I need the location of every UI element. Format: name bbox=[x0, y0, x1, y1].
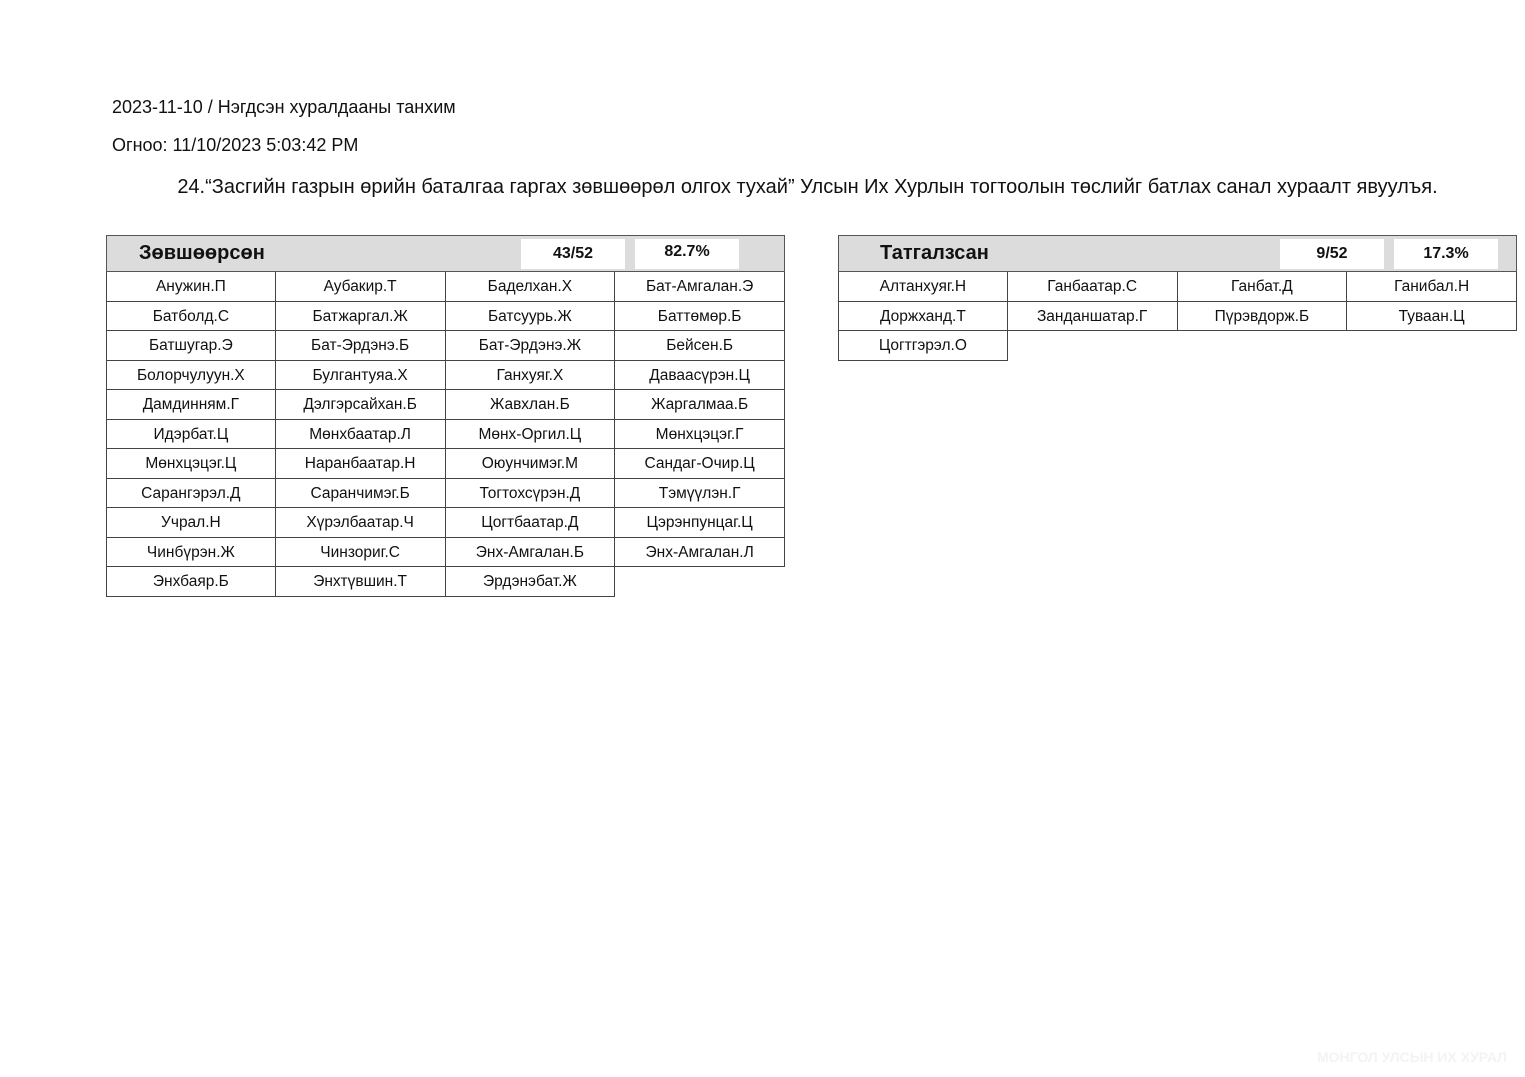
approved-name-cell: Бат-Эрдэнэ.Ж bbox=[445, 330, 616, 361]
approved-name-cell: Бат-Эрдэнэ.Б bbox=[275, 330, 446, 361]
approved-header bbox=[106, 235, 785, 272]
approved-panel bbox=[106, 235, 785, 597]
approved-percent: 82.7% bbox=[635, 239, 739, 269]
approved-names-grid bbox=[106, 272, 785, 597]
approved-name-cell: Хүрэлбаатар.Ч bbox=[275, 507, 446, 538]
approved-name-cell: Чинзориг.С bbox=[275, 537, 446, 568]
approved-name-cell: Оюунчимэг.М bbox=[445, 448, 616, 479]
approved-name-cell: Мөнхцэцэг.Г bbox=[614, 419, 785, 450]
approved-name-cell: Ганхуяг.Х bbox=[445, 360, 616, 391]
rejected-name-cell: Туваан.Ц bbox=[1346, 301, 1517, 332]
rejected-name-cell: Цогтгэрэл.О bbox=[838, 330, 1008, 361]
approved-name-cell: Батжаргал.Ж bbox=[275, 301, 446, 332]
approved-name-cell: Мөнхцэцэг.Ц bbox=[106, 448, 276, 479]
approved-name-cell: Жавхлан.Б bbox=[445, 389, 616, 420]
rejected-panel bbox=[838, 235, 1517, 361]
approved-name-cell: Батболд.С bbox=[106, 301, 276, 332]
approved-name-cell: Аубакир.Т bbox=[275, 271, 446, 302]
approved-name-cell: Бейсен.Б bbox=[614, 330, 785, 361]
rejected-name-cell: Ганибал.Н bbox=[1346, 271, 1517, 302]
vote-title: 24.“Засгийн газрын өрийн баталгаа гаргах зөвшөөрөл олгох тухай” Улсын Их Хурлын тогтоолын төслийг батлах санал хураалт явуулъя. bbox=[177, 176, 1438, 198]
rejected-name-cell: Доржханд.Т bbox=[838, 301, 1008, 332]
watermark: МОНГОЛ УЛСЫН ИХ ХУРАЛ bbox=[1316, 1049, 1507, 1065]
approved-name-cell: Дамдинням.Г bbox=[106, 389, 276, 420]
approved-name-cell: Тэмүүлэн.Г bbox=[614, 478, 785, 509]
approved-name-cell: Саранчимэг.Б bbox=[275, 478, 446, 509]
rejected-name-cell: Пүрэвдорж.Б bbox=[1177, 301, 1348, 332]
approved-name-cell: Анужин.П bbox=[106, 271, 276, 302]
approved-name-cell: Наранбаатар.Н bbox=[275, 448, 446, 479]
approved-count: 43/52 bbox=[521, 239, 625, 269]
rejected-name-cell: Алтанхуяг.Н bbox=[838, 271, 1008, 302]
approved-name-cell: Сандаг-Очир.Ц bbox=[614, 448, 785, 479]
approved-name-cell: Бат-Амгалан.Э bbox=[614, 271, 785, 302]
approved-name-cell: Баделхан.Х bbox=[445, 271, 616, 302]
rejected-header bbox=[838, 235, 1517, 272]
rejected-title: Татгалзсан bbox=[880, 242, 989, 264]
approved-name-cell: Энхтүвшин.Т bbox=[275, 566, 446, 597]
approved-name-cell: Даваасүрэн.Ц bbox=[614, 360, 785, 391]
date-line: Огноо: 11/10/2023 5:03:42 PM bbox=[112, 135, 359, 155]
approved-name-cell: Энх-Амгалан.Л bbox=[614, 537, 785, 568]
approved-name-cell: Мөнхбаатар.Л bbox=[275, 419, 446, 450]
rejected-percent: 17.3% bbox=[1394, 239, 1498, 269]
approved-name-cell: Мөнх-Оргил.Ц bbox=[445, 419, 616, 450]
approved-name-cell: Энхбаяр.Б bbox=[106, 566, 276, 597]
approved-name-cell: Жаргалмаа.Б bbox=[614, 389, 785, 420]
approved-name-cell: Чинбүрэн.Ж bbox=[106, 537, 276, 568]
approved-name-cell: Батсуурь.Ж bbox=[445, 301, 616, 332]
rejected-name-cell: Ганбат.Д bbox=[1177, 271, 1348, 302]
approved-name-cell: Энх-Амгалан.Б bbox=[445, 537, 616, 568]
session-line: 2023-11-10 / Нэгдсэн хуралдааны танхим bbox=[112, 97, 456, 117]
approved-name-cell: Цогтбаатар.Д bbox=[445, 507, 616, 538]
approved-name-cell: Дэлгэрсайхан.Б bbox=[275, 389, 446, 420]
approved-name-cell: Баттөмөр.Б bbox=[614, 301, 785, 332]
rejected-name-cell: Занданшатар.Г bbox=[1007, 301, 1178, 332]
approved-name-cell: Эрдэнэбат.Ж bbox=[445, 566, 616, 597]
approved-name-cell: Булгантуяа.Х bbox=[275, 360, 446, 391]
approved-name-cell: Тогтохсүрэн.Д bbox=[445, 478, 616, 509]
approved-name-cell: Цэрэнпунцаг.Ц bbox=[614, 507, 785, 538]
approved-name-cell: Батшугар.Э bbox=[106, 330, 276, 361]
rejected-name-cell: Ганбаатар.С bbox=[1007, 271, 1178, 302]
rejected-count: 9/52 bbox=[1280, 239, 1384, 269]
approved-name-cell: Идэрбат.Ц bbox=[106, 419, 276, 450]
approved-title: Зөвшөөрсөн bbox=[139, 242, 265, 264]
approved-name-cell: Сарангэрэл.Д bbox=[106, 478, 276, 509]
approved-name-cell: Болорчулуун.Х bbox=[106, 360, 276, 391]
rejected-names-grid bbox=[838, 272, 1517, 361]
approved-name-cell: Учрал.Н bbox=[106, 507, 276, 538]
